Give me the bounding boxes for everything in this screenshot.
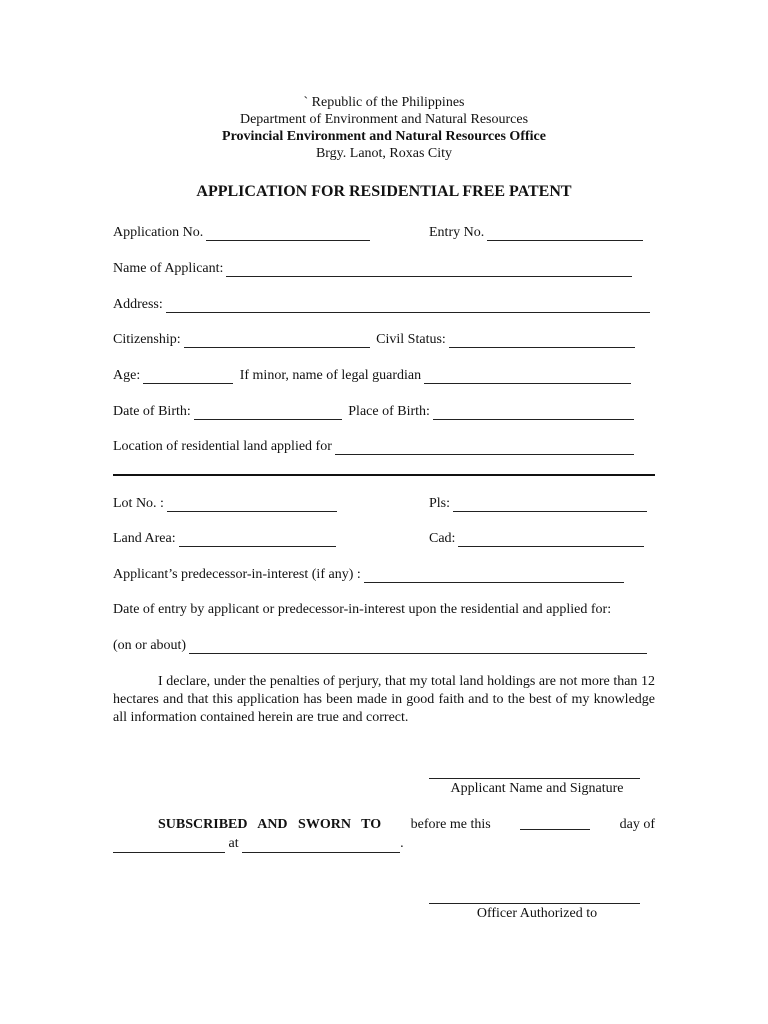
cad-field[interactable] <box>458 532 644 547</box>
guardian-label: If minor, name of legal guardian <box>239 368 422 383</box>
sworn-before-me: before me this <box>410 817 491 832</box>
place-of-birth-field[interactable] <box>433 405 634 420</box>
pls-field[interactable] <box>453 497 647 512</box>
document-header <box>0 94 768 162</box>
date-of-birth-field[interactable] <box>194 405 342 420</box>
address-label: Address: <box>113 297 163 312</box>
land-area-row <box>113 531 336 547</box>
date-of-birth-label: Date of Birth: <box>113 404 191 419</box>
predecessor-label: Applicant’s predecessor-in-interest (if any) : <box>113 567 361 582</box>
sworn-line-2 <box>113 834 655 853</box>
lot-no-label: Lot No. : <box>113 496 164 511</box>
sworn-bold-text: SUBSCRIBED AND SWORN TO <box>158 817 382 832</box>
sworn-at: at <box>228 836 239 851</box>
sworn-day-of: day of <box>619 817 655 832</box>
predecessor-row <box>113 567 624 583</box>
header-office: Provincial Environment and Natural Resources Office <box>222 129 546 144</box>
sworn-statement <box>113 815 655 853</box>
place-of-birth-label: Place of Birth: <box>348 404 430 419</box>
lot-no-row <box>113 496 337 512</box>
civil-status-label: Civil Status: <box>376 332 446 347</box>
entry-no-field[interactable] <box>487 226 643 241</box>
entry-no-row <box>429 225 643 241</box>
cad-row <box>429 531 644 547</box>
citizenship-label: Citizenship: <box>113 332 181 347</box>
location-field[interactable] <box>335 440 634 455</box>
pls-label: Pls: <box>429 496 451 511</box>
sworn-line-1 <box>113 815 655 834</box>
on-or-about-row <box>113 638 647 654</box>
application-no-label: Application No. <box>113 225 204 240</box>
officer-signature-line[interactable] <box>429 903 640 904</box>
sworn-place-field[interactable] <box>242 838 400 853</box>
applicant-signature-label: Applicant Name and Signature <box>450 781 624 796</box>
cad-label: Cad: <box>429 531 456 546</box>
entry-no-label: Entry No. <box>429 225 485 240</box>
declaration-text: I declare, under the penalties of perjury, that my total land holdings are not more than 12 hectares and that this application has been made in good faith and to the best of my knowledge all information contained herein are true and correct. <box>113 674 655 725</box>
on-or-about-label: (on or about) <box>113 638 187 653</box>
sworn-day-field[interactable] <box>520 815 590 830</box>
age-field[interactable] <box>143 369 233 384</box>
land-area-label: Land Area: <box>113 531 176 546</box>
name-label: Name of Applicant: <box>113 261 224 276</box>
header-address: Brgy. Lanot, Roxas City <box>315 146 453 161</box>
name-field[interactable] <box>226 262 632 277</box>
declaration-paragraph <box>113 673 655 727</box>
header-department: Department of Environment and Natural Resources <box>239 112 529 127</box>
sworn-month-field[interactable] <box>113 838 225 853</box>
on-or-about-field[interactable] <box>189 639 647 654</box>
location-row <box>113 439 634 455</box>
birth-row <box>113 404 634 420</box>
age-row <box>113 368 631 384</box>
applicant-signature-line[interactable] <box>429 778 640 779</box>
civil-status-field[interactable] <box>449 333 635 348</box>
location-label: Location of residential land applied for <box>113 439 332 454</box>
address-field[interactable] <box>166 298 650 313</box>
citizenship-field[interactable] <box>184 333 370 348</box>
application-no-row <box>113 225 370 241</box>
predecessor-field[interactable] <box>364 568 624 583</box>
application-no-field[interactable] <box>206 226 370 241</box>
name-row <box>113 261 632 277</box>
address-row <box>113 297 650 313</box>
date-of-entry-label: Date of entry by applicant or predecessor-in-interest upon the residential and applied for: <box>113 602 612 617</box>
age-label: Age: <box>113 368 141 383</box>
guardian-field[interactable] <box>424 369 631 384</box>
section-divider <box>113 474 655 476</box>
land-area-field[interactable] <box>179 532 336 547</box>
officer-signature-label: Officer Authorized to <box>476 906 598 921</box>
lot-no-field[interactable] <box>167 497 337 512</box>
header-republic: ` Republic of the Philippines <box>303 95 465 110</box>
citizenship-row <box>113 332 635 348</box>
sworn-period: . <box>400 836 404 851</box>
form-title: APPLICATION FOR RESIDENTIAL FREE PATENT <box>196 183 572 200</box>
pls-row <box>429 496 647 512</box>
